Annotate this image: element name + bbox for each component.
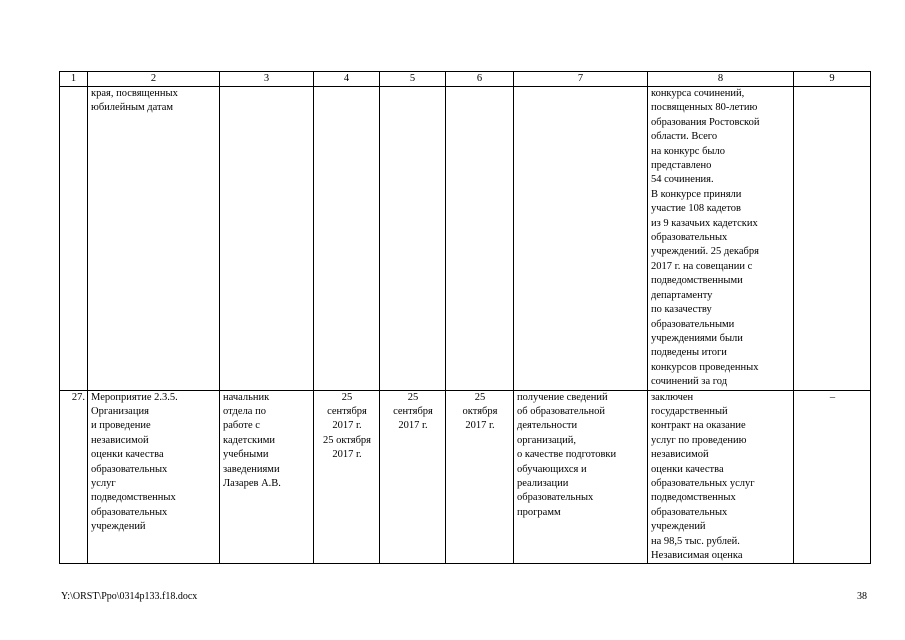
column-header-4: 4: [314, 72, 380, 87]
cell-responsible: [220, 87, 314, 391]
cell-planned-date: 25 сентября 2017 г. 25 октября 2017 г.: [314, 390, 380, 564]
cell-planned-date: [314, 87, 380, 391]
cell-responsible: начальник отдела по работе с кадетскими учебными заведениями Лазарев А.В.: [220, 390, 314, 564]
cell-number: [60, 87, 88, 391]
cell-start-date: 25 сентября 2017 г.: [380, 390, 446, 564]
cell-end-date: [446, 87, 514, 391]
page-number: 38: [857, 591, 867, 602]
cell-expected-result: получение сведений об образовательной деятельности организаций, о качестве подготовки обучающихся и реализации образовательных программ: [514, 390, 648, 564]
cell-number: 27.: [60, 390, 88, 564]
cell-event-name: Мероприятие 2.3.5. Организация и проведение независимой оценки качества образовательных услуг подведомственных образовательных учреждений: [88, 390, 220, 564]
cell-actual-result: конкурса сочинений, посвященных 80-летию образования Ростовской области. Всего на конкурс было представлено 54 сочинения. В конкурсе приняли участие 108 кадетов из 9 казачьих кадетских образовательных учреждений. 25 декабря 2017 г. на совещании с подведомственными департаменту по казачеству образовательными учреждениями были подведены итоги конкурсов проведенных сочинений за год: [648, 87, 794, 391]
column-header-1: 1: [60, 72, 88, 87]
cell-problems: [794, 87, 871, 391]
column-header-2: 2: [88, 72, 220, 87]
table-row-continued: [60, 87, 871, 391]
column-header-5: 5: [380, 72, 446, 87]
column-header-7: 7: [514, 72, 648, 87]
column-header-9: 9: [794, 72, 871, 87]
report-table: [59, 71, 871, 564]
cell-start-date: [380, 87, 446, 391]
column-number-row: [60, 72, 871, 87]
footer-file-path: Y:\ORST\Ppo\0314p133.f18.docx: [61, 591, 198, 602]
column-header-3: 3: [220, 72, 314, 87]
cell-event-name: края, посвященных юбилейным датам: [88, 87, 220, 391]
column-header-6: 6: [446, 72, 514, 87]
cell-end-date: 25 октября 2017 г.: [446, 390, 514, 564]
column-header-8: 8: [648, 72, 794, 87]
table-row-27: [60, 390, 871, 564]
cell-expected-result: [514, 87, 648, 391]
cell-problems: –: [794, 390, 871, 564]
cell-actual-result: заключен государственный контракт на оказание услуг по проведению независимой оценки качества образовательных услуг подведомственных образовательных учреждений на 98,5 тыс. рублей. Независимая оценка: [648, 390, 794, 564]
